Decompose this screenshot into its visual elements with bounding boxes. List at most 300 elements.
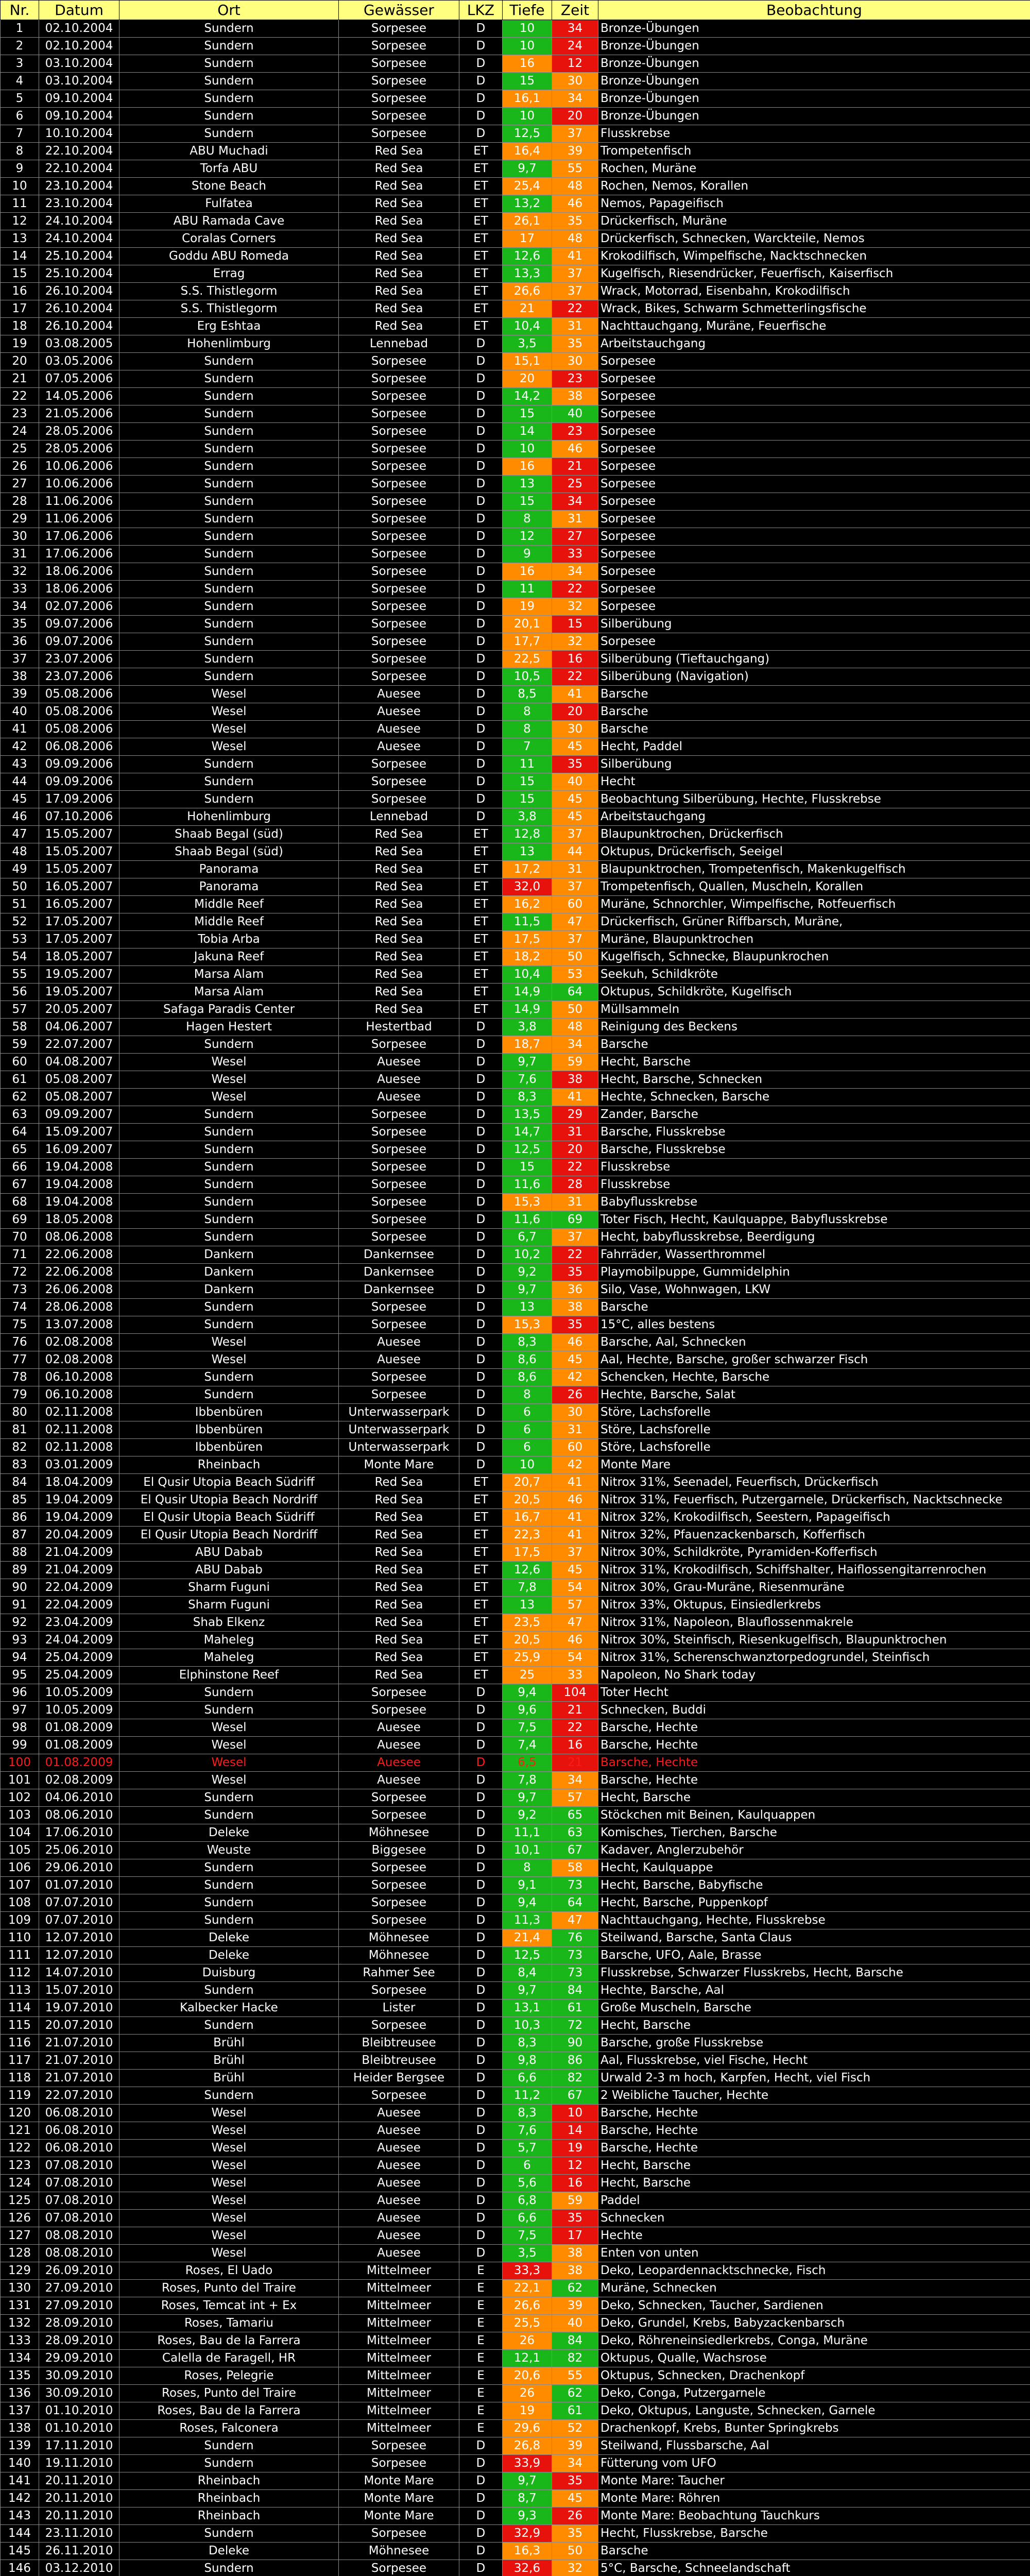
gewaesser-cell: Sorpesee [339,2560,459,2576]
zeit-cell: 37 [552,931,598,948]
ort-cell: Sundern [119,2017,339,2035]
zeit-cell: 38 [552,388,598,405]
nr-cell: 31 [1,546,39,563]
ort-cell: Sundern [119,791,339,808]
lkz-cell: E [459,2385,503,2402]
zeit-cell: 42 [552,1456,598,1474]
datum-cell: 13.07.2008 [39,1316,119,1334]
table-row [1,2437,1030,2455]
gewaesser-cell: Sorpesee [339,405,459,423]
datum-cell: 21.04.2009 [39,1562,119,1579]
table-row [1,2105,1030,2122]
datum-cell: 15.09.2007 [39,1124,119,1141]
lkz-cell: ET [459,318,503,335]
nr-cell: 37 [1,651,39,668]
beobachtung-cell: Napoleon, No Shark today [598,1667,1030,1684]
datum-cell: 16.05.2007 [39,896,119,913]
beobachtung-cell: Deko, Oktupus, Languste, Schnecken, Garnele [598,2402,1030,2420]
datum-cell: 09.09.2006 [39,756,119,773]
beobachtung-cell: Bronze-Übungen [598,20,1030,38]
zeit-cell: 67 [552,2087,598,2105]
tiefe-cell: 8 [503,703,552,721]
beobachtung-cell: Steilwand, Flussbarsche, Aal [598,2437,1030,2455]
tiefe-cell: 8 [503,721,552,738]
tiefe-cell: 15,3 [503,1316,552,1334]
datum-cell: 12.07.2010 [39,1947,119,1964]
lkz-cell: ET [459,1492,503,1509]
beobachtung-cell: Stöckchen mit Beinen, Kaulquappen [598,1807,1030,1824]
lkz-cell: D [459,808,503,826]
table-row [1,283,1030,300]
datum-cell: 01.07.2010 [39,1877,119,1894]
lkz-cell: D [459,1176,503,1194]
ort-cell: Sundern [119,108,339,125]
gewaesser-cell: Sorpesee [339,598,459,616]
lkz-cell: ET [459,1667,503,1684]
nr-cell: 114 [1,1999,39,2017]
ort-cell: Brühl [119,2070,339,2087]
gewaesser-cell: Red Sea [339,1579,459,1597]
zeit-cell: 33 [552,1667,598,1684]
beobachtung-cell: Seekuh, Schildkröte [598,966,1030,984]
table-row [1,2175,1030,2192]
ort-cell: Sundern [119,2560,339,2576]
nr-cell: 10 [1,178,39,195]
gewaesser-cell: Unterwasserpark [339,1439,459,1456]
beobachtung-cell: Monte Mare: Beobachtung Tauchkurs [598,2507,1030,2525]
tiefe-cell: 15 [503,1159,552,1176]
tiefe-cell: 16 [503,563,552,581]
beobachtung-cell: Aal, Flusskrebse, viel Fische, Hecht [598,2052,1030,2070]
nr-cell: 64 [1,1124,39,1141]
nr-cell: 2 [1,38,39,55]
beobachtung-cell: Hecht, Barsche, Babyfische [598,1877,1030,1894]
lkz-cell: D [459,1789,503,1807]
table-row [1,686,1030,703]
datum-cell: 26.10.2004 [39,318,119,335]
lkz-cell: D [459,1929,503,1947]
beobachtung-cell: Sorpesee [598,546,1030,563]
gewaesser-cell: Mittelmeer [339,2385,459,2402]
tiefe-cell: 6,6 [503,2070,552,2087]
zeit-cell: 59 [552,2192,598,2210]
zeit-cell: 35 [552,1264,598,1281]
nr-cell: 95 [1,1667,39,1684]
beobachtung-cell: Oktupus, Schildkröte, Kugelfisch [598,984,1030,1001]
datum-cell: 23.07.2006 [39,668,119,686]
zeit-cell: 47 [552,1614,598,1632]
nr-cell: 91 [1,1597,39,1614]
datum-cell: 26.11.2010 [39,2543,119,2560]
zeit-cell: 22 [552,1719,598,1737]
beobachtung-cell: Arbeitstauchgang [598,335,1030,353]
datum-cell: 02.11.2008 [39,1404,119,1421]
table-row [1,2122,1030,2140]
tiefe-cell: 16,4 [503,143,552,160]
table-row [1,931,1030,948]
datum-cell: 09.09.2006 [39,773,119,791]
nr-cell: 133 [1,2332,39,2350]
datum-cell: 17.05.2007 [39,913,119,931]
ort-cell: Sundern [119,668,339,686]
table-row [1,633,1030,651]
lkz-cell: D [459,476,503,493]
datum-cell: 08.08.2010 [39,2227,119,2245]
lkz-cell: D [459,55,503,73]
nr-cell: 79 [1,1386,39,1404]
ort-cell: Sundern [119,2455,339,2472]
gewaesser-cell: Sorpesee [339,616,459,633]
tiefe-cell: 26,8 [503,2437,552,2455]
tiefe-cell: 9 [503,546,552,563]
zeit-cell: 21 [552,1702,598,1719]
beobachtung-cell: Deko, Leopardennacktschnecke, Fisch [598,2262,1030,2280]
ort-cell: Sundern [119,651,339,668]
nr-cell: 135 [1,2367,39,2385]
datum-cell: 19.04.2008 [39,1176,119,1194]
ort-cell: Sundern [119,1299,339,1316]
ort-cell: Tobia Arba [119,931,339,948]
header-row [1,1,1030,20]
gewaesser-cell: Möhnesee [339,1929,459,1947]
lkz-cell: D [459,90,503,108]
lkz-cell: D [459,2472,503,2490]
header-tiefe: Tiefe [503,1,552,20]
tiefe-cell: 16,3 [503,2543,552,2560]
lkz-cell: ET [459,948,503,966]
nr-cell: 67 [1,1176,39,1194]
table-row [1,616,1030,633]
lkz-cell: D [459,528,503,546]
beobachtung-cell: Enten von unten [598,2245,1030,2262]
nr-cell: 8 [1,143,39,160]
tiefe-cell: 6 [503,1439,552,1456]
tiefe-cell: 10 [503,108,552,125]
lkz-cell: ET [459,283,503,300]
datum-cell: 07.08.2010 [39,2175,119,2192]
tiefe-cell: 17,5 [503,1544,552,1562]
beobachtung-cell: Muräne, Schnorchler, Wimpelfische, Rotfeuerfisch [598,896,1030,913]
datum-cell: 06.10.2008 [39,1369,119,1386]
lkz-cell: D [459,1456,503,1474]
tiefe-cell: 18,2 [503,948,552,966]
gewaesser-cell: Auesee [339,1754,459,1772]
zeit-cell: 35 [552,2210,598,2227]
gewaesser-cell: Sorpesee [339,1036,459,1054]
nr-cell: 80 [1,1404,39,1421]
beobachtung-cell: Drückerfisch, Grüner Riffbarsch, Muräne, [598,913,1030,931]
zeit-cell: 44 [552,843,598,861]
tiefe-cell: 26,6 [503,2297,552,2315]
ort-cell: Sundern [119,1159,339,1176]
gewaesser-cell: Mittelmeer [339,2332,459,2350]
tiefe-cell: 15,3 [503,1194,552,1211]
ort-cell: Wesel [119,2192,339,2210]
beobachtung-cell: Schnecken, Buddi [598,1702,1030,1719]
datum-cell: 15.05.2007 [39,843,119,861]
datum-cell: 10.05.2009 [39,1702,119,1719]
zeit-cell: 65 [552,1807,598,1824]
lkz-cell: D [459,1351,503,1369]
table-row [1,511,1030,528]
nr-cell: 24 [1,423,39,440]
datum-cell: 07.08.2010 [39,2192,119,2210]
nr-cell: 46 [1,808,39,826]
zeit-cell: 62 [552,2280,598,2297]
gewaesser-cell: Sorpesee [339,791,459,808]
table-row [1,1649,1030,1667]
nr-cell: 71 [1,1246,39,1264]
ort-cell: Shab Elkenz [119,1614,339,1632]
table-row [1,405,1030,423]
tiefe-cell: 9,7 [503,1789,552,1807]
ort-cell: Maheleg [119,1649,339,1667]
ort-cell: Sundern [119,773,339,791]
tiefe-cell: 8 [503,1859,552,1877]
nr-cell: 94 [1,1649,39,1667]
lkz-cell: ET [459,931,503,948]
table-row [1,1281,1030,1299]
ort-cell: Sundern [119,1369,339,1386]
beobachtung-cell: Hecht, Barsche [598,1789,1030,1807]
nr-cell: 86 [1,1509,39,1527]
nr-cell: 53 [1,931,39,948]
table-row [1,843,1030,861]
ort-cell: Wesel [119,703,339,721]
lkz-cell: D [459,2070,503,2087]
tiefe-cell: 8,3 [503,1089,552,1106]
tiefe-cell: 8,3 [503,1334,552,1351]
table-row [1,1264,1030,1281]
gewaesser-cell: Red Sea [339,1649,459,1667]
ort-cell: Deleke [119,1824,339,1842]
beobachtung-cell: Aal, Hechte, Barsche, großer schwarzer Fisch [598,1351,1030,1369]
nr-cell: 65 [1,1141,39,1159]
zeit-cell: 53 [552,966,598,984]
lkz-cell: E [459,2297,503,2315]
tiefe-cell: 25,9 [503,1649,552,1667]
datum-cell: 09.07.2006 [39,616,119,633]
zeit-cell: 37 [552,1229,598,1246]
beobachtung-cell: 2 Weibliche Taucher, Hechte [598,2087,1030,2105]
lkz-cell: D [459,440,503,458]
nr-cell: 143 [1,2507,39,2525]
zeit-cell: 57 [552,1597,598,1614]
tiefe-cell: 3,5 [503,335,552,353]
gewaesser-cell: Mittelmeer [339,2402,459,2420]
lkz-cell: D [459,1772,503,1789]
zeit-cell: 58 [552,1859,598,1877]
nr-cell: 107 [1,1877,39,1894]
beobachtung-cell: Monte Mare: Röhren [598,2490,1030,2507]
ort-cell: Dankern [119,1281,339,1299]
table-row [1,1912,1030,1929]
zeit-cell: 59 [552,1054,598,1071]
gewaesser-cell: Red Sea [339,1632,459,1649]
datum-cell: 21.07.2010 [39,2070,119,2087]
table-row [1,563,1030,581]
beobachtung-cell: Arbeitstauchgang [598,808,1030,826]
zeit-cell: 50 [552,1001,598,1019]
gewaesser-cell: Sorpesee [339,1316,459,1334]
table-row [1,1071,1030,1089]
lkz-cell: D [459,791,503,808]
zeit-cell: 45 [552,2490,598,2507]
gewaesser-cell: Auesee [339,1351,459,1369]
nr-cell: 125 [1,2192,39,2210]
ort-cell: Wesel [119,738,339,756]
ort-cell: Sundern [119,476,339,493]
ort-cell: Sundern [119,20,339,38]
tiefe-cell: 14 [503,423,552,440]
zeit-cell: 39 [552,2437,598,2455]
beobachtung-cell: Playmobilpuppe, Gummidelphin [598,1264,1030,1281]
beobachtung-cell: Hecht, Barsche [598,1054,1030,1071]
datum-cell: 17.09.2006 [39,791,119,808]
gewaesser-cell: Sorpesee [339,493,459,511]
gewaesser-cell: Mittelmeer [339,2315,459,2332]
table-row [1,1509,1030,1527]
nr-cell: 18 [1,318,39,335]
ort-cell: Sundern [119,423,339,440]
zeit-cell: 41 [552,686,598,703]
tiefe-cell: 12,5 [503,1141,552,1159]
lkz-cell: D [459,1684,503,1702]
lkz-cell: D [459,756,503,773]
zeit-cell: 34 [552,20,598,38]
tiefe-cell: 22,5 [503,651,552,668]
datum-cell: 05.08.2006 [39,703,119,721]
ort-cell: Sundern [119,370,339,388]
lkz-cell: D [459,633,503,651]
gewaesser-cell: Red Sea [339,283,459,300]
zeit-cell: 37 [552,878,598,896]
table-row [1,1562,1030,1579]
ort-cell: Ibbenbüren [119,1439,339,1456]
table-row [1,1124,1030,1141]
lkz-cell: D [459,1894,503,1912]
nr-cell: 106 [1,1859,39,1877]
beobachtung-cell: Nitrox 30%, Schildkröte, Pyramiden-Kofferfisch [598,1544,1030,1562]
ort-cell: ABU Dabab [119,1562,339,1579]
nr-cell: 25 [1,440,39,458]
table-row [1,1386,1030,1404]
beobachtung-cell: Wrack, Motorrad, Eisenbahn, Krokodilfisch [598,283,1030,300]
tiefe-cell: 7,4 [503,1737,552,1754]
nr-cell: 137 [1,2402,39,2420]
tiefe-cell: 13,3 [503,265,552,283]
zeit-cell: 90 [552,2035,598,2052]
gewaesser-cell: Auesee [339,2105,459,2122]
gewaesser-cell: Sorpesee [339,73,459,90]
datum-cell: 02.11.2008 [39,1439,119,1456]
tiefe-cell: 14,7 [503,1124,552,1141]
ort-cell: Deleke [119,1929,339,1947]
zeit-cell: 34 [552,90,598,108]
lkz-cell: D [459,405,503,423]
datum-cell: 04.08.2007 [39,1054,119,1071]
lkz-cell: D [459,1194,503,1211]
nr-cell: 69 [1,1211,39,1229]
tiefe-cell: 32,9 [503,2525,552,2543]
beobachtung-cell: Störe, Lachsforelle [598,1439,1030,1456]
gewaesser-cell: Sorpesee [339,1194,459,1211]
ort-cell: Sundern [119,1141,339,1159]
datum-cell: 01.10.2010 [39,2402,119,2420]
table-row [1,2385,1030,2402]
ort-cell: Kalbecker Hacke [119,1999,339,2017]
ort-cell: Elphinstone Reef [119,1667,339,1684]
nr-cell: 88 [1,1544,39,1562]
lkz-cell: D [459,1754,503,1772]
datum-cell: 07.08.2010 [39,2210,119,2227]
gewaesser-cell: Unterwasserpark [339,1421,459,1439]
beobachtung-cell: Nitrox 32%, Pfauenzackenbarsch, Kofferfisch [598,1527,1030,1544]
tiefe-cell: 8,6 [503,1369,552,1386]
table-row [1,1176,1030,1194]
lkz-cell: ET [459,195,503,213]
zeit-cell: 20 [552,108,598,125]
tiefe-cell: 8,5 [503,686,552,703]
datum-cell: 19.05.2007 [39,984,119,1001]
table-row [1,651,1030,668]
gewaesser-cell: Red Sea [339,878,459,896]
gewaesser-cell: Rahmer See [339,1964,459,1982]
ort-cell: Panorama [119,878,339,896]
ort-cell: Sundern [119,2437,339,2455]
table-row [1,1789,1030,1807]
datum-cell: 08.06.2010 [39,1807,119,1824]
nr-cell: 129 [1,2262,39,2280]
datum-cell: 21.07.2010 [39,2035,119,2052]
zeit-cell: 35 [552,2472,598,2490]
datum-cell: 17.11.2010 [39,2437,119,2455]
zeit-cell: 39 [552,143,598,160]
gewaesser-cell: Auesee [339,1719,459,1737]
tiefe-cell: 16,1 [503,90,552,108]
ort-cell: Sundern [119,581,339,598]
lkz-cell: D [459,353,503,370]
ort-cell: Sundern [119,1036,339,1054]
zeit-cell: 32 [552,633,598,651]
ort-cell: Roses, Pelegrie [119,2367,339,2385]
lkz-cell: D [459,1824,503,1842]
zeit-cell: 104 [552,1684,598,1702]
lkz-cell: D [459,1089,503,1106]
ort-cell: Erg Eshtaa [119,318,339,335]
lkz-cell: ET [459,248,503,265]
tiefe-cell: 25 [503,1667,552,1684]
beobachtung-cell: Wrack, Bikes, Schwarm Schmetterlingsfische [598,300,1030,318]
zeit-cell: 33 [552,546,598,563]
ort-cell: Roses, Falconera [119,2420,339,2437]
datum-cell: 20.07.2010 [39,2017,119,2035]
nr-cell: 102 [1,1789,39,1807]
ort-cell: Sundern [119,440,339,458]
datum-cell: 22.04.2009 [39,1579,119,1597]
ort-cell: Shaab Begal (süd) [119,843,339,861]
nr-cell: 77 [1,1351,39,1369]
nr-cell: 51 [1,896,39,913]
gewaesser-cell: Sorpesee [339,511,459,528]
datum-cell: 18.06.2006 [39,563,119,581]
nr-cell: 84 [1,1474,39,1492]
table-row [1,808,1030,826]
ort-cell: Rheinbach [119,2490,339,2507]
tiefe-cell: 8,3 [503,2035,552,2052]
gewaesser-cell: Red Sea [339,265,459,283]
beobachtung-cell: Sorpesee [598,388,1030,405]
